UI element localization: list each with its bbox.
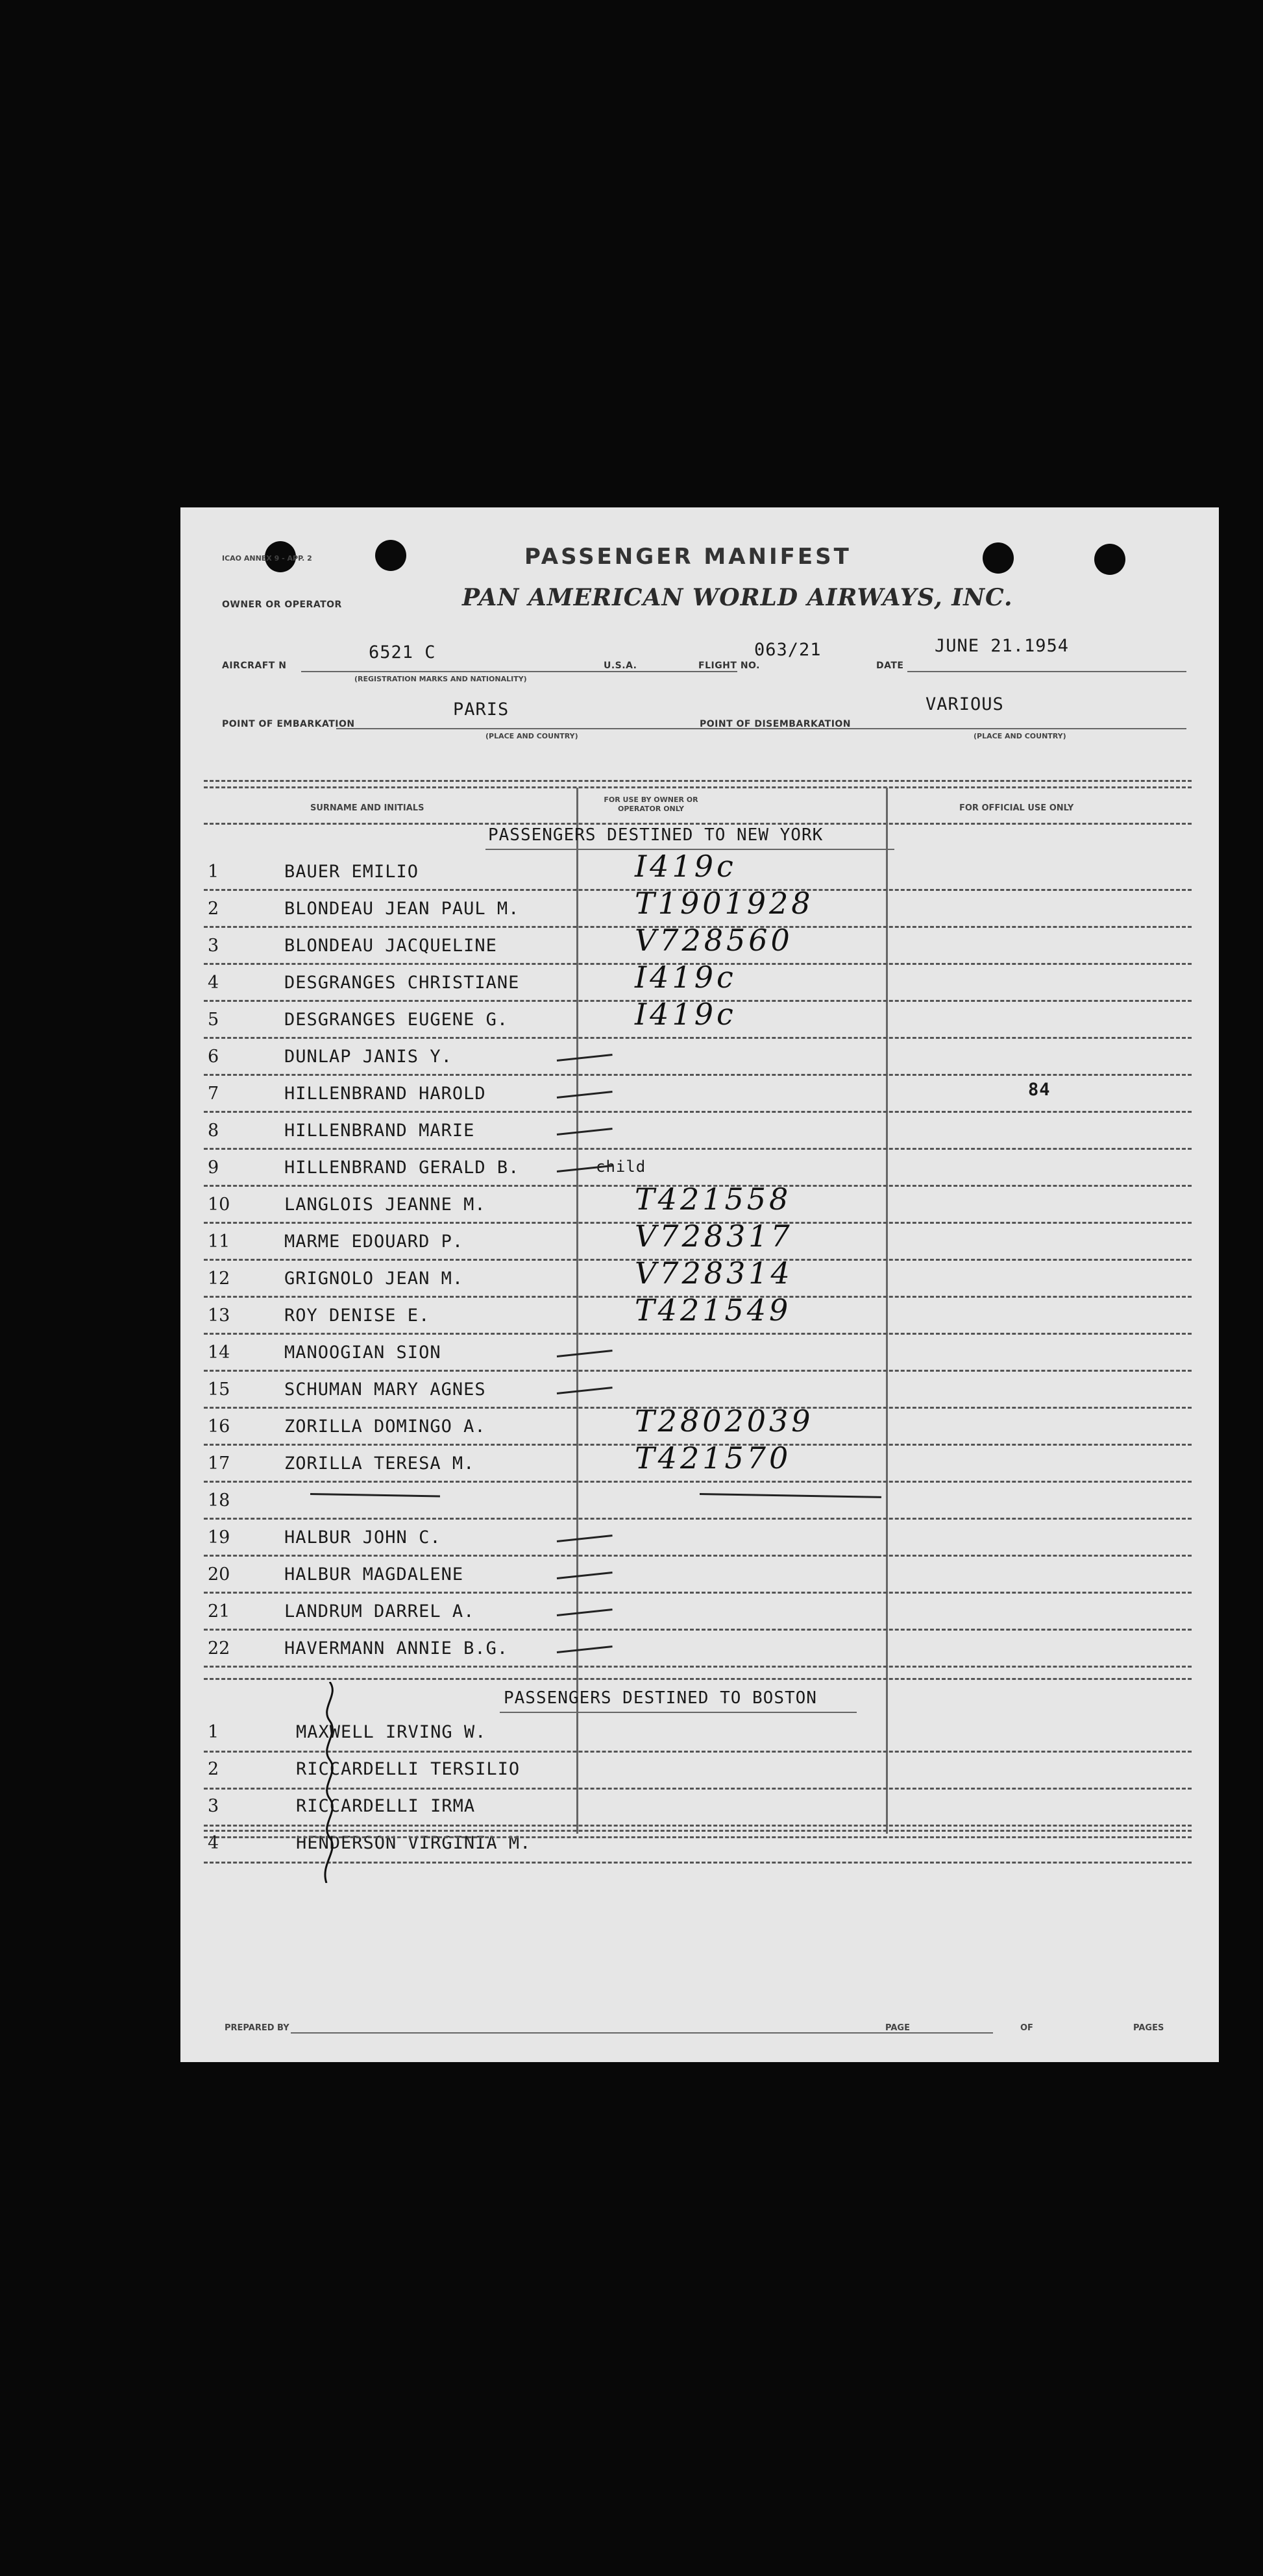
ny-row-number: 12 [208, 1269, 230, 1289]
pencil-strike-mark [700, 1493, 881, 1498]
ny-owner-note: T421558 [635, 1182, 792, 1217]
row-rule [204, 1825, 1192, 1827]
boston-row-number: 1 [208, 1722, 219, 1742]
boston-row-number: 4 [208, 1833, 219, 1853]
ny-passenger-name: LANDRUM DARREL A. [284, 1601, 475, 1622]
embark-value: PARIS [453, 699, 509, 720]
pencil-dash-mark [557, 1646, 613, 1653]
embark-label: POINT OF EMBARKATION [222, 719, 355, 729]
row-rule [204, 1074, 1192, 1076]
ny-row-number: 11 [208, 1232, 230, 1252]
disembark-value: VARIOUS [926, 694, 1004, 714]
ny-section-heading: PASSENGERS DESTINED TO NEW YORK [488, 825, 824, 845]
airline-name: PAN AMERICAN WORLD AIRWAYS, INC. [462, 584, 1013, 611]
row-rule [204, 1370, 1192, 1372]
ny-row-number: 7 [208, 1084, 219, 1104]
boston-passenger-name: RICCARDELLI IRMA [296, 1796, 476, 1816]
row-rule [204, 1148, 1192, 1150]
wavy-pencil-mark [310, 1682, 349, 1883]
ny-passenger-name: MARME EDOUARD P. [284, 1232, 464, 1252]
date-line [907, 671, 1186, 672]
ny-row-number: 15 [208, 1379, 230, 1400]
row-rule [204, 1862, 1192, 1864]
pencil-dash-mark [557, 1128, 613, 1136]
row-rule [204, 1481, 1192, 1483]
ny-passenger-name: BLONDEAU JEAN PAUL M. [284, 899, 520, 919]
owner-label: OWNER OR OPERATOR [222, 600, 342, 610]
row-rule [204, 1666, 1192, 1668]
row-rule [204, 1518, 1192, 1520]
ny-owner-note: I419c [635, 849, 737, 884]
ny-row-number: 9 [208, 1158, 219, 1178]
ny-row-number: 10 [208, 1195, 230, 1215]
date-label: DATE [876, 661, 904, 671]
place-caption-2: (PLACE AND COUNTRY) [974, 732, 1066, 740]
ny-passenger-name: LANGLOIS JEANNE M. [284, 1195, 486, 1215]
ny-owner-note: T421549 [635, 1293, 792, 1328]
ny-passenger-name: HILLENBRAND HAROLD [284, 1084, 486, 1104]
manifest-title: PASSENGER MANIFEST [524, 544, 852, 570]
pencil-strike-mark [310, 1493, 440, 1497]
table-top-rule [204, 780, 1192, 782]
aircraft-line [301, 671, 737, 672]
ny-owner-note: T2802039 [635, 1403, 814, 1439]
boston-passenger-name: HENDERSON VIRGINIA M. [296, 1833, 532, 1853]
col-owner-header: FOR USE BY OWNER OR OPERATOR ONLY [604, 796, 698, 813]
ny-passenger-name: DESGRANGES CHRISTIANE [284, 973, 520, 993]
page-label: PAGE [885, 2023, 910, 2033]
ny-passenger-name: ZORILLA TERESA M. [284, 1453, 475, 1474]
boston-row-number: 3 [208, 1796, 219, 1816]
ny-passenger-name: HAVERMANN ANNIE B.G. [284, 1638, 509, 1659]
ny-row-number: 2 [208, 899, 219, 919]
ny-owner-note: I419c [635, 960, 737, 995]
ny-owner-note: T1901928 [635, 886, 814, 921]
pencil-dash-mark [557, 1535, 613, 1542]
table-bottom-rule [204, 1830, 1192, 1832]
ny-row-number: 1 [208, 862, 219, 882]
manifest-sheet [180, 507, 1219, 2062]
ny-passenger-name: BAUER EMILIO [284, 862, 419, 882]
ny-owner-note: V728314 [635, 1256, 793, 1291]
boston-passenger-name: MAXWELL IRVING W. [296, 1722, 487, 1742]
disembark-label: POINT OF DISEMBARKATION [700, 719, 852, 729]
pencil-dash-mark [557, 1609, 613, 1616]
ny-passenger-name: ZORILLA DOMINGO A. [284, 1416, 486, 1437]
pencil-dash-mark [557, 1387, 613, 1394]
row-rule [204, 1788, 1192, 1790]
row-rule [204, 1111, 1192, 1113]
flight-label: FLIGHT NO. [698, 661, 760, 671]
boston-row-number: 2 [208, 1759, 219, 1779]
pencil-dash-mark [557, 1350, 613, 1357]
ny-owner-note: child [596, 1158, 646, 1176]
row-rule [204, 1333, 1192, 1335]
ny-row-number: 5 [208, 1010, 219, 1030]
boston-heading-underline [500, 1712, 857, 1713]
ny-passenger-name: GRIGNOLO JEAN M. [284, 1269, 464, 1289]
ny-row-number: 22 [208, 1638, 230, 1659]
ny-row-number: 20 [208, 1564, 230, 1585]
aircraft-value: 6521 C [369, 642, 436, 662]
pencil-dash-mark [557, 1091, 613, 1099]
pencil-dash-mark [557, 1054, 613, 1062]
boston-heading-rule [204, 1678, 1192, 1680]
ny-owner-note: I419c [635, 997, 737, 1032]
punch-hole [1094, 544, 1125, 575]
ny-row-number: 21 [208, 1601, 230, 1622]
ny-passenger-name: HALBUR MAGDALENE [284, 1564, 464, 1585]
col-official-header: FOR OFFICIAL USE ONLY [959, 803, 1074, 813]
col-divider-2 [886, 788, 888, 1834]
table-bottom-rule [204, 1836, 1192, 1838]
ny-row-number: 19 [208, 1527, 230, 1548]
ny-passenger-name: HILLENBRAND MARIE [284, 1121, 475, 1141]
ny-owner-note: T421570 [635, 1440, 792, 1476]
form-code: ICAO ANNEX 9 - APP. 2 [222, 554, 312, 563]
pencil-dash-mark [557, 1572, 613, 1579]
ny-passenger-name: HILLENBRAND GERALD B. [284, 1158, 520, 1178]
ny-passenger-name: DESGRANGES EUGENE G. [284, 1010, 509, 1030]
ny-passenger-name: SCHUMAN MARY AGNES [284, 1379, 486, 1400]
ny-passenger-name: MANOOGIAN SION [284, 1343, 441, 1363]
row-rule [204, 1592, 1192, 1594]
place-caption-1: (PLACE AND COUNTRY) [485, 732, 578, 740]
prepared-by-label: PREPARED BY [225, 2023, 289, 2033]
boston-passenger-name: RICCARDELLI TERSILIO [296, 1759, 521, 1779]
col-surname-header: SURNAME AND INITIALS [310, 803, 424, 813]
row-rule [204, 1629, 1192, 1631]
header-rule [204, 823, 1192, 825]
col-divider-1 [576, 788, 578, 1834]
ny-owner-note: V728317 [635, 1219, 793, 1254]
punch-hole [375, 540, 406, 571]
boston-section-heading: PASSENGERS DESTINED TO BOSTON [504, 1688, 817, 1708]
ny-owner-note: V728560 [635, 923, 793, 958]
row-rule [204, 1037, 1192, 1039]
ny-passenger-name: HALBUR JOHN C. [284, 1527, 441, 1548]
of-label: OF [1020, 2023, 1033, 2033]
ny-row-number: 3 [208, 936, 219, 956]
registration-caption: (REGISTRATION MARKS AND NATIONALITY) [354, 675, 527, 683]
ny-row-number: 13 [208, 1306, 230, 1326]
flight-value: 063/21 [754, 640, 822, 660]
ny-row-number: 8 [208, 1121, 219, 1141]
ny-row-number: 6 [208, 1047, 219, 1067]
ny-row-number: 16 [208, 1416, 230, 1437]
ny-passenger-name: ROY DENISE E. [284, 1306, 430, 1326]
punch-hole [983, 542, 1014, 574]
embark-line [336, 728, 1186, 729]
ny-passenger-name: DUNLAP JANIS Y. [284, 1047, 452, 1067]
pages-label: PAGES [1133, 2023, 1164, 2033]
ny-official-note: 84 [1028, 1080, 1051, 1100]
aircraft-label: AIRCRAFT N [222, 661, 287, 671]
ny-row-number: 14 [208, 1343, 230, 1363]
date-value: JUNE 21.1954 [935, 636, 1070, 656]
country-label: U.S.A. [604, 661, 637, 671]
ny-passenger-name: BLONDEAU JACQUELINE [284, 936, 497, 956]
ny-row-number: 17 [208, 1453, 230, 1474]
ny-row-number: 4 [208, 973, 219, 993]
ny-row-number: 18 [208, 1490, 230, 1511]
row-rule [204, 1751, 1192, 1753]
row-rule [204, 1555, 1192, 1557]
table-top-rule [204, 786, 1192, 788]
